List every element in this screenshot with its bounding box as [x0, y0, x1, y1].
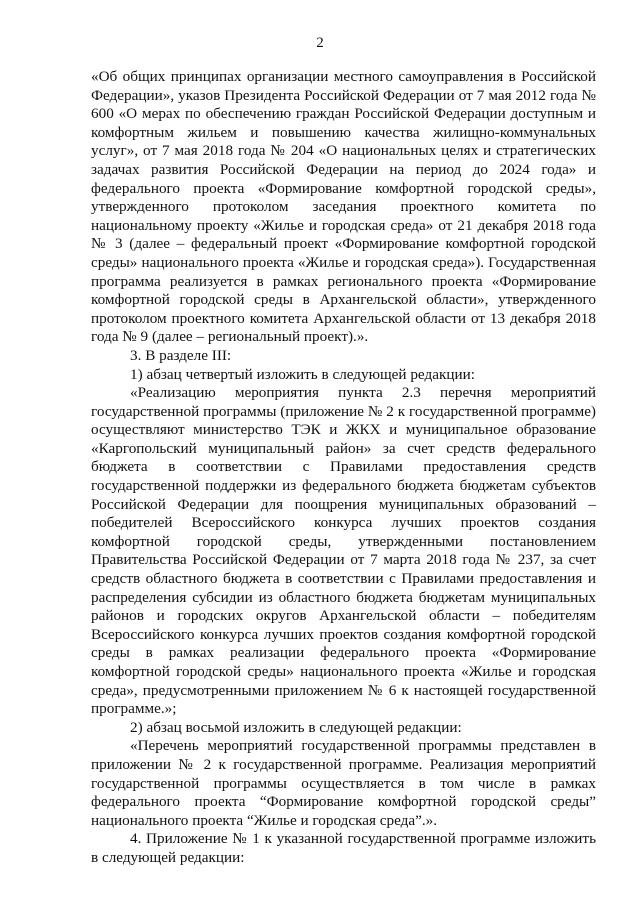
document-body — [91, 68, 596, 868]
paragraph-section-3: 3. В разделе III: — [130, 346, 232, 364]
paragraph-quote-implementation: «Реализацию мероприятия пункта 2.3 перечня мероприятий государственной программы (приложение № 2 к государственной программе) осуществляют министерство ТЭК и ЖКХ и муниципальное образование «Каргопольский муниципальный район» за счет средств федерального бюджета в соответствии с Правилами предоставления средств государственной поддержки из федерального бюджета бюджетам субъектов Российской Федерации для поощрения муниципальных образований – победителей Всероссийского конкурса лучших проектов создания комфортной городской среды, утвержденными постановлением Правительства Российской Федерации от 7 марта 2018 года № 237, за счет средств областного бюджета в соответствии с Правилами предоставления и распределения субсидии из областного бюджета бюджетам муниципальных районов и городских округов Архангельской области – победителям Всероссийского конкурса лучших проектов создания комфортной городской среды в рамках реализации федерального проекта «Формирование комфортной городской среды» национального проекта «Жилье и городская среда», предусмотренными приложением № 6 к настоящей государственной программе.»; — [91, 384, 596, 718]
paragraph-section-4: 4. Приложение № 1 к указанной государственной программе изложить в следующей редакции: — [91, 830, 596, 866]
paragraph-quote-list: «Перечень мероприятий государственной программы представлен в приложении № 2 к государственной программе. Реализация мероприятий государственной программы осуществляется в том числе в рамках федерального проекта “Формирование комфортной городской среды” национального проекта “Жилье и городская среда”.». — [91, 737, 596, 829]
paragraph-item-1: 1) абзац четвертый изложить в следующей редакции: — [130, 365, 475, 383]
page-number: 2 — [316, 35, 324, 51]
paragraph-item-2: 2) абзац восьмой изложить в следующей редакции: — [130, 718, 462, 736]
paragraph-continuation: «Об общих принципах организации местного самоуправления в Российской Федерации», указов Президента Российской Федерации от 7 мая 2012 года № 600 «О мерах по обеспечению граждан Российской Федерации доступным и комфортным жильем и повышению качества жилищно-коммунальных услуг», от 7 мая 2018 года № 204 «О национальных целях и стратегических задачах развития Российской Федерации на период до 2024 года» и федерального проекта «Формирование комфортной городской среды», утвержденного протоколом заседания проектного комитета по национальному проекту «Жилье и городская среда» от 21 декабря 2018 года № 3 (далее – федеральный проект «Формирование комфортной городской среды» национального проекта «Жилье и городская среда»). Государственная программа реализуется в рамках регионального проекта «Формирование комфортной городской среды в Архангельской области», утвержденного протоколом проектного комитета Архангельской области от 13 декабря 2018 года № 9 (далее – региональный проект).». — [91, 68, 596, 346]
